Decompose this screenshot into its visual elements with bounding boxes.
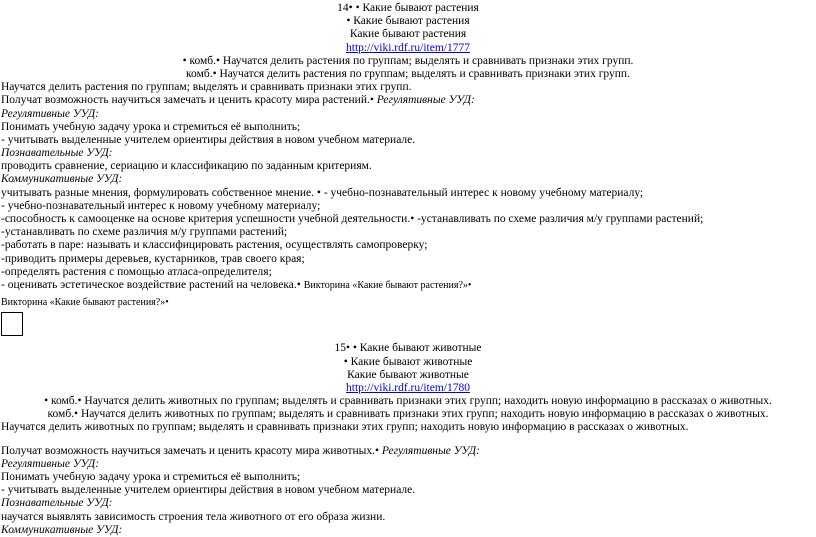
lesson-15-regulative-item-2: - учитывать выделенные учителем ориентиры действия в новом учебном материале. xyxy=(1,484,416,497)
lesson-14-title: Какие бывают растения xyxy=(349,28,467,41)
lesson-14-communicative-item: учитывать разные мнения, формулировать собственное мнение. • - учебно-познавательный интерес к новому учебному материалу; xyxy=(1,186,644,199)
lesson-15-regulative-heading: Регулятивные УУД: xyxy=(1,457,100,470)
lesson-15-title: Какие бывают животные xyxy=(347,368,469,381)
lesson-15-outcome: Научатся делить животных по группам; выделять и сравнивать признаки этих групп; находить новую информацию в рассказах о животных. xyxy=(1,421,689,434)
document-page xyxy=(0,2,816,536)
lesson-14-outcome: Научатся делить растения по группам; выделять и сравнивать признаки этих групп. xyxy=(1,81,412,94)
lesson-15-komb: • комб.• Научатся делить животных по группам; выделять и сравнивать признаки этих групп; находить новую информацию в рассказах о животных. xyxy=(44,395,772,408)
lesson-14-opportunity: Получат возможность научиться замечать и ценить красоту мира растений.• Регулятивные УУД: xyxy=(1,94,475,107)
lesson-14-komb-repeat: комб.• Научатся делить растения по группам; выделять и сравнивать признаки этих групп. xyxy=(186,67,630,80)
lesson-14-subject-item-4: -определять растения с помощью атласа-определителя; xyxy=(1,265,272,278)
lesson-15-heading: 15• • Какие бывают животные xyxy=(334,342,482,355)
lesson-14-subject-item-1: -устанавливать по схеме различия м/у группами растений; xyxy=(1,226,288,239)
lesson-14-subject-item-5: - оценивать эстетическое воздействие растений на человека.• Викторина «Какие бывают растения?»• xyxy=(1,278,472,291)
lesson-14-cognitive-heading: Познавательные УУД: xyxy=(1,147,113,160)
lesson-14-personal-item-1: - учебно-познавательный интерес к новому учебному материалу; xyxy=(1,199,321,212)
lesson-14-communicative-heading: Коммуникативные УУД: xyxy=(1,173,123,186)
empty-cell-box xyxy=(1,312,23,336)
lesson-14-quiz: Викторина «Какие бывают растения?»• xyxy=(1,297,169,309)
lesson-14-regulative-item-1: Понимать учебную задачу урока и стремиться её выполнить; xyxy=(1,120,301,133)
lesson-15-link-row xyxy=(0,382,816,395)
lesson-14-komb: • комб.• Научатся делить растения по группам; выделять и сравнивать признаки этих групп. xyxy=(182,54,634,67)
lesson-15-cognitive-heading: Познавательные УУД: xyxy=(1,497,113,510)
lesson-14-subject-item-3: -приводить примеры деревьев, кустарников, трав своего края; xyxy=(1,252,305,265)
lesson-15-communicative-heading: Коммуникативные УУД: xyxy=(1,523,123,536)
lesson-14-link[interactable]: http://viki.rdf.ru/item/1777 xyxy=(346,41,470,54)
lesson-14-heading: 14• • Какие бывают растения xyxy=(337,2,479,14)
lesson-15-regulative-item-1: Понимать учебную задачу урока и стремиться её выполнить; xyxy=(1,471,301,483)
lesson-14-cognitive-item: проводить сравнение, сериацию и классификацию по заданным критериям. xyxy=(1,160,372,173)
lesson-15-subheading: • Какие бывают животные xyxy=(343,355,473,368)
lesson-15-opportunity: Получат возможность научиться замечать и ценить красоту мира животных.• Регулятивные УУД: xyxy=(1,444,480,457)
lesson-14-regulative-item-2: - учитывать выделенные учителем ориентиры действия в новом учебном материале. xyxy=(1,133,416,146)
lesson-14-subheading: • Какие бывают растения xyxy=(346,15,470,28)
lesson-14-link-row xyxy=(0,42,816,55)
lesson-15-link[interactable]: http://viki.rdf.ru/item/1780 xyxy=(346,381,470,394)
lesson-14-regulative-heading: Регулятивные УУД: xyxy=(1,107,100,120)
lesson-14-personal-item-2: -способность к самооценке на основе критерия успешности учебной деятельности.• -устанавливать по схеме различия м/у группами растений; xyxy=(1,213,704,225)
lesson-14-subject-item-2: -работать в паре: называть и классифицировать растения, осуществлять самопроверку; xyxy=(1,239,428,252)
lesson-15-komb-repeat: комб.• Научатся делить животных по группам; выделять и сравнивать признаки этих групп; находить новую информацию в рассказах о животных. xyxy=(47,408,769,421)
lesson-15-cognitive-item: научатся выявлять зависимость строения тела животного от его образа жизни. xyxy=(1,510,386,523)
